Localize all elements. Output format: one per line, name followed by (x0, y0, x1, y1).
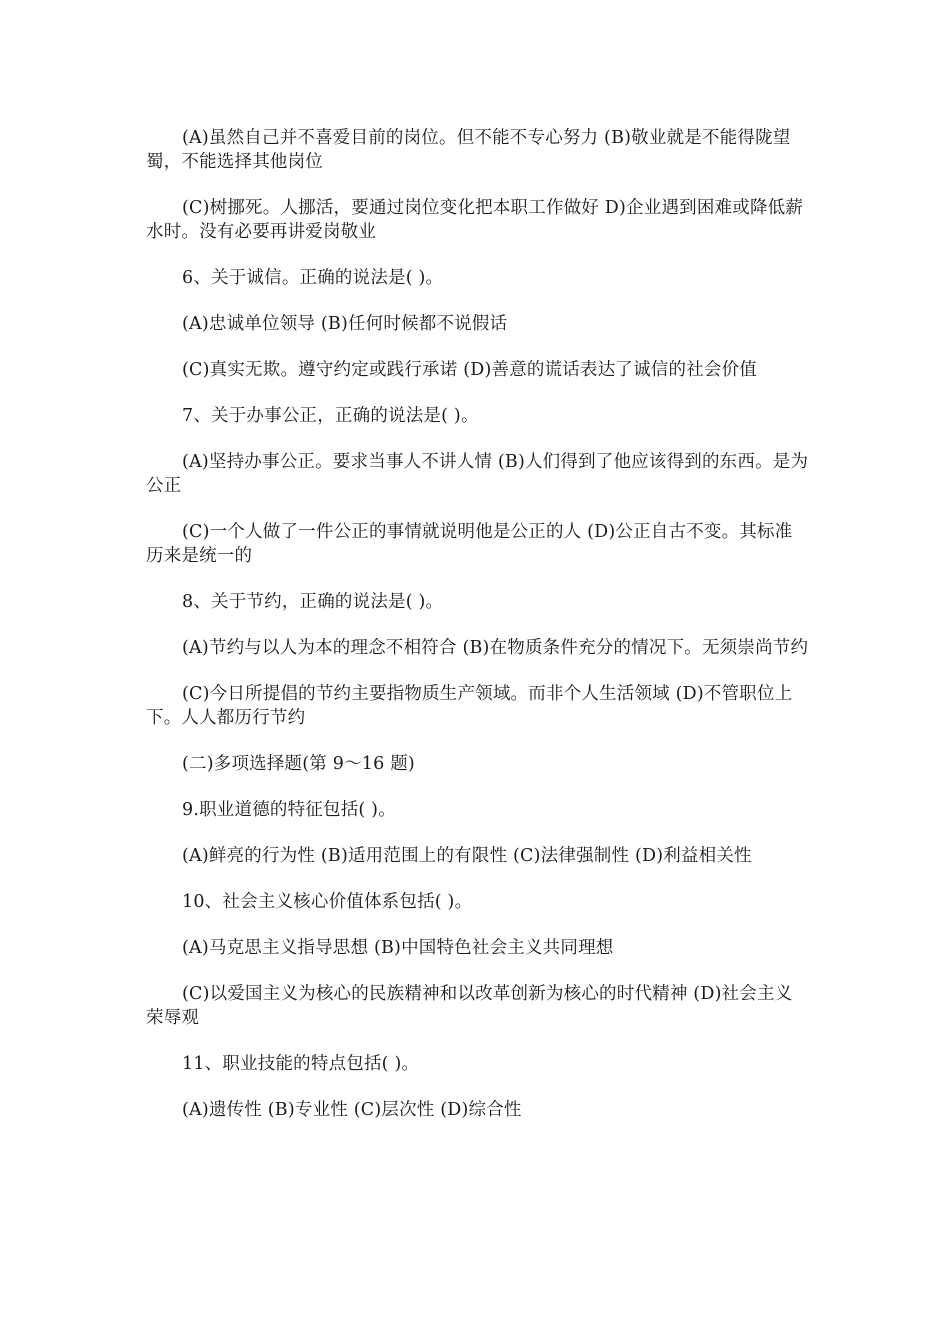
option-paragraph: (A)坚持办事公正。要求当事人不讲人情 (B)人们得到了他应该得到的东西。是为公正 (146, 452, 809, 496)
option-paragraph: (C)一个人做了一件公正的事情就说明他是公正的人 (D)公正自古不变。其标准历来是统一的 (146, 522, 793, 566)
option-paragraph: (A)忠诚单位领导 (B)任何时候都不说假话 (182, 314, 508, 334)
question-7: 7、关于办事公正，正确的说法是( )。 (182, 406, 479, 426)
option-paragraph: (C)树挪死。人挪活，要通过岗位变化把本职工作做好 D)企业遇到困难或降低薪水时。没有必要再讲爱岗敬业 (146, 198, 804, 242)
option-paragraph: (A)虽然自己并不喜爱目前的岗位。但不能不专心努力 (B)敬业就是不能得陇望蜀，不能选择其他岗位 (146, 128, 791, 172)
option-paragraph: (A)遗传性 (B)专业性 (C)层次性 (D)综合性 (182, 1100, 522, 1120)
document-page (146, 126, 810, 1144)
option-paragraph: (C)今日所提倡的节约主要指物质生产领域。而非个人生活领域 (D)不管职位上下。人人都历行节约 (146, 684, 793, 728)
option-paragraph: (C)以爱国主义为核心的民族精神和以改革创新为核心的时代精神 (D)社会主义荣辱观 (146, 984, 793, 1028)
option-paragraph: (A)节约与以人为本的理念不相符合 (B)在物质条件充分的情况下。无须崇尚节约 (182, 638, 809, 658)
option-paragraph: (A)马克思主义指导思想 (B)中国特色社会主义共同理想 (182, 938, 614, 958)
option-paragraph: (C)真实无欺。遵守约定或践行承诺 (D)善意的谎话表达了诚信的社会价值 (182, 360, 757, 380)
question-10: 10、社会主义核心价值体系包括( )。 (182, 892, 473, 912)
question-9: 9.职业道德的特征包括( )。 (182, 800, 396, 820)
option-paragraph: (A)鲜亮的行为性 (B)适用范围上的有限性 (C)法律强制性 (D)利益相关性 (182, 846, 752, 866)
question-6: 6、关于诚信。正确的说法是( )。 (182, 268, 444, 288)
question-8: 8、关于节约，正确的说法是( )。 (182, 592, 444, 612)
section-heading: (二)多项选择题(第 9～16 题) (182, 754, 415, 774)
question-11: 11、职业技能的特点包括( )。 (182, 1054, 420, 1074)
